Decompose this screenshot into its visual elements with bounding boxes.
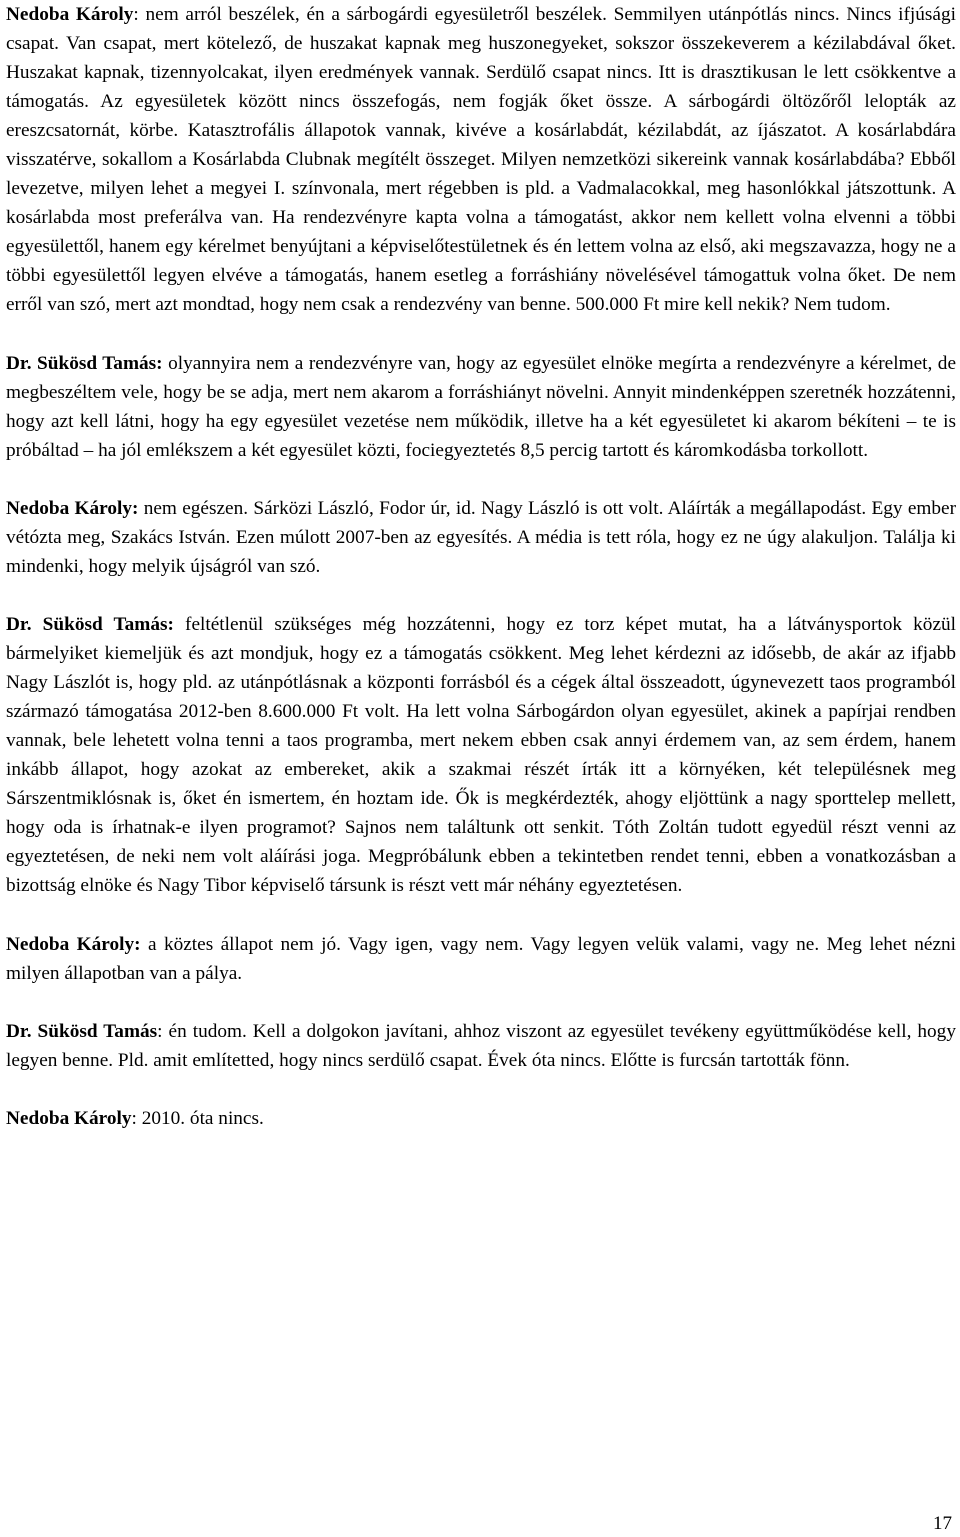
paragraph-5 — [6, 930, 956, 988]
paragraph-6 — [6, 1017, 956, 1075]
speaker-name: Nedoba Károly — [6, 4, 134, 25]
paragraph-text: olyannyira nem a rendezvényre van, hogy az egyesület elnöke megírta a rendezvényre a kérelmet, de megbeszéltem vele, hogy be se adja, mert nem akarom a forráshiányt növelni. Annyit mindenképpen szeretnék hozzátenni, hogy azt kell látni, hogy ha egy egyesület vezetése nem működik, illetve ha a két egyesületet ki akarom békíteni – te is próbáltad – ha jól emlékszem a két egyesület közti, fociegyeztetés 8,5 percig tartott és káromkodásba torkollott. — [6, 352, 957, 461]
paragraph-text: 2010. óta nincs. — [141, 1107, 264, 1129]
speaker-separator: : — [157, 1020, 169, 1042]
paragraph-7 — [6, 1104, 956, 1133]
paragraph-2 — [6, 349, 956, 465]
paragraph-text: nem egészen. Sárközi László, Fodor úr, id. Nagy László is ott volt. Aláírták a megállapodást. Egy ember vétózta meg, Szakács István. Ezen múlott 2007-ben az egyesítés. A média is tett róla, hogy ez ne úgy alakuljon. Találja ki mindenki, hogy melyik újságról van szó. — [6, 497, 956, 577]
speaker-name: Nedoba Károly: — [6, 497, 139, 519]
speaker-separator — [174, 614, 185, 635]
paragraph-text: én tudom. Kell a dolgokon javítani, ahhoz viszont az egyesület tevékeny együttműködése kell, hogy legyen benne. Pld. amit említetted, hogy nincs serdülő csapat. Évek óta nincs. Előtte is furcsán tartották fönn. — [6, 1020, 956, 1071]
paragraph-1 — [6, 0, 956, 320]
speaker-name: Dr. Sükösd Tamás: — [6, 613, 174, 635]
speaker-separator: : — [133, 4, 146, 25]
paragraph-4 — [6, 610, 956, 900]
speaker-name: Nedoba Károly: — [6, 933, 141, 955]
speaker-separator — [141, 934, 148, 955]
page-number: 17 — [933, 1513, 952, 1534]
paragraph-text: nem arról beszélek, én a sárbogárdi egyesületről beszélek. Semmilyen utánpótlás nincs. Nincs ifjúsági csapat. Van csapat, mert kötelező, de huszakat kapnak meg huszonegyeket, sokszor összekeverem a kézilabdával őket. Huszakat kapnak, tizennyolcakat, ilyen eredmények vannak. Serdülő csapat nincs. Itt is drasztikusan le lett csökkentve a támogatás. Az egyesületek között nincs összefogás, nem fogják őket össze. A sárbogárdi öltözőről lelopták az ereszcsatornát, körbe. Katasztrofális állapotok vannak, kivéve a kosárlabdát, kézilabdát, az íjászatot. A kosárlabdára visszatérve, sokallom a Kosárlabda Clubnak megítélt összeget. Milyen nemzetközi sikereink vannak kosárlabdába? Ebből levezetve, milyen lehet a megyei I. színvonala, mert régebben is pld. a Vadmalacokkal, meg hasonlókkal játszottunk. A kosárlabda most preferálva van. Ha rendezvényre kapta volna a támogatást, akkor nem kellett volna elvenni a többi egyesülettől, hanem egy kérelmet benyújtani a képviselőtestületnek és én lettem volna az első, aki megszavazza, hogy ne a többi egyesülettől legyen elvéve a támogatás, hanem esetleg a forráshiány növelésével támogattuk volna őket. De nem erről van szó, mert azt mondtad, hogy nem csak a rendezvény van benne. 500.000 Ft mire kell nekik? Nem tudom. — [6, 4, 956, 316]
document-page — [6, 0, 956, 1133]
paragraph-text: feltétlenül szükséges még hozzátenni, hogy ez torz képet mutat, ha a látványsportok közül bármelyiket kiemeljük és azt mondjuk, hogy ez a támogatás csökkent. Meg lehet kérdezni az idősebb, de akár az ifjabb Nagy Lászlót is, hogy pld. az utánpótlásnak a központi forrásból és a cégek által összeadott, úgynevezett taos programból származó támogatása 2012-ben 8.600.000 Ft volt. Ha lett volna Sárbogárdon olyan egyesület, akinek a papírjai rendben vannak, bele lehetett volna tenni a taos programba, mert nekem ebben csak annyi érdemem van, az sem érdem, hanem inkább állapot, hogy azokat az embereket, akik a szakmai részét írták itt a környéken, két településnek meg Sárszentmiklósnak is, őket én ismertem, én hoztam ide. Ők is megkérdezték, ahogy eljöttünk a nagy sporttelep mellett, hogy oda is írhatnak-e ilyen programot? Sajnos nem találtunk ott senkit. Tóth Zoltán tudott egyedül részt venni az egyeztetésen, de neki nem volt aláírási joga. Megpróbálunk ebben a tekintetben rendet tenni, ebben a vonatkozásban a bizottság elnöke és Nagy Tibor képviselő társunk is részt vett már néhány egyeztetésen. — [6, 613, 956, 897]
speaker-name: Dr. Sükösd Tamás: — [6, 352, 163, 374]
speaker-name: Nedoba Károly — [6, 1107, 132, 1129]
speaker-separator: : — [131, 1107, 142, 1129]
paragraph-text: a köztes állapot nem jó. Vagy igen, vagy nem. Vagy legyen velük valami, vagy ne. Meg lehet nézni milyen állapotban van a pálya. — [6, 933, 956, 984]
speaker-name: Dr. Sükösd Tamás — [6, 1020, 158, 1042]
paragraph-3 — [6, 494, 956, 581]
